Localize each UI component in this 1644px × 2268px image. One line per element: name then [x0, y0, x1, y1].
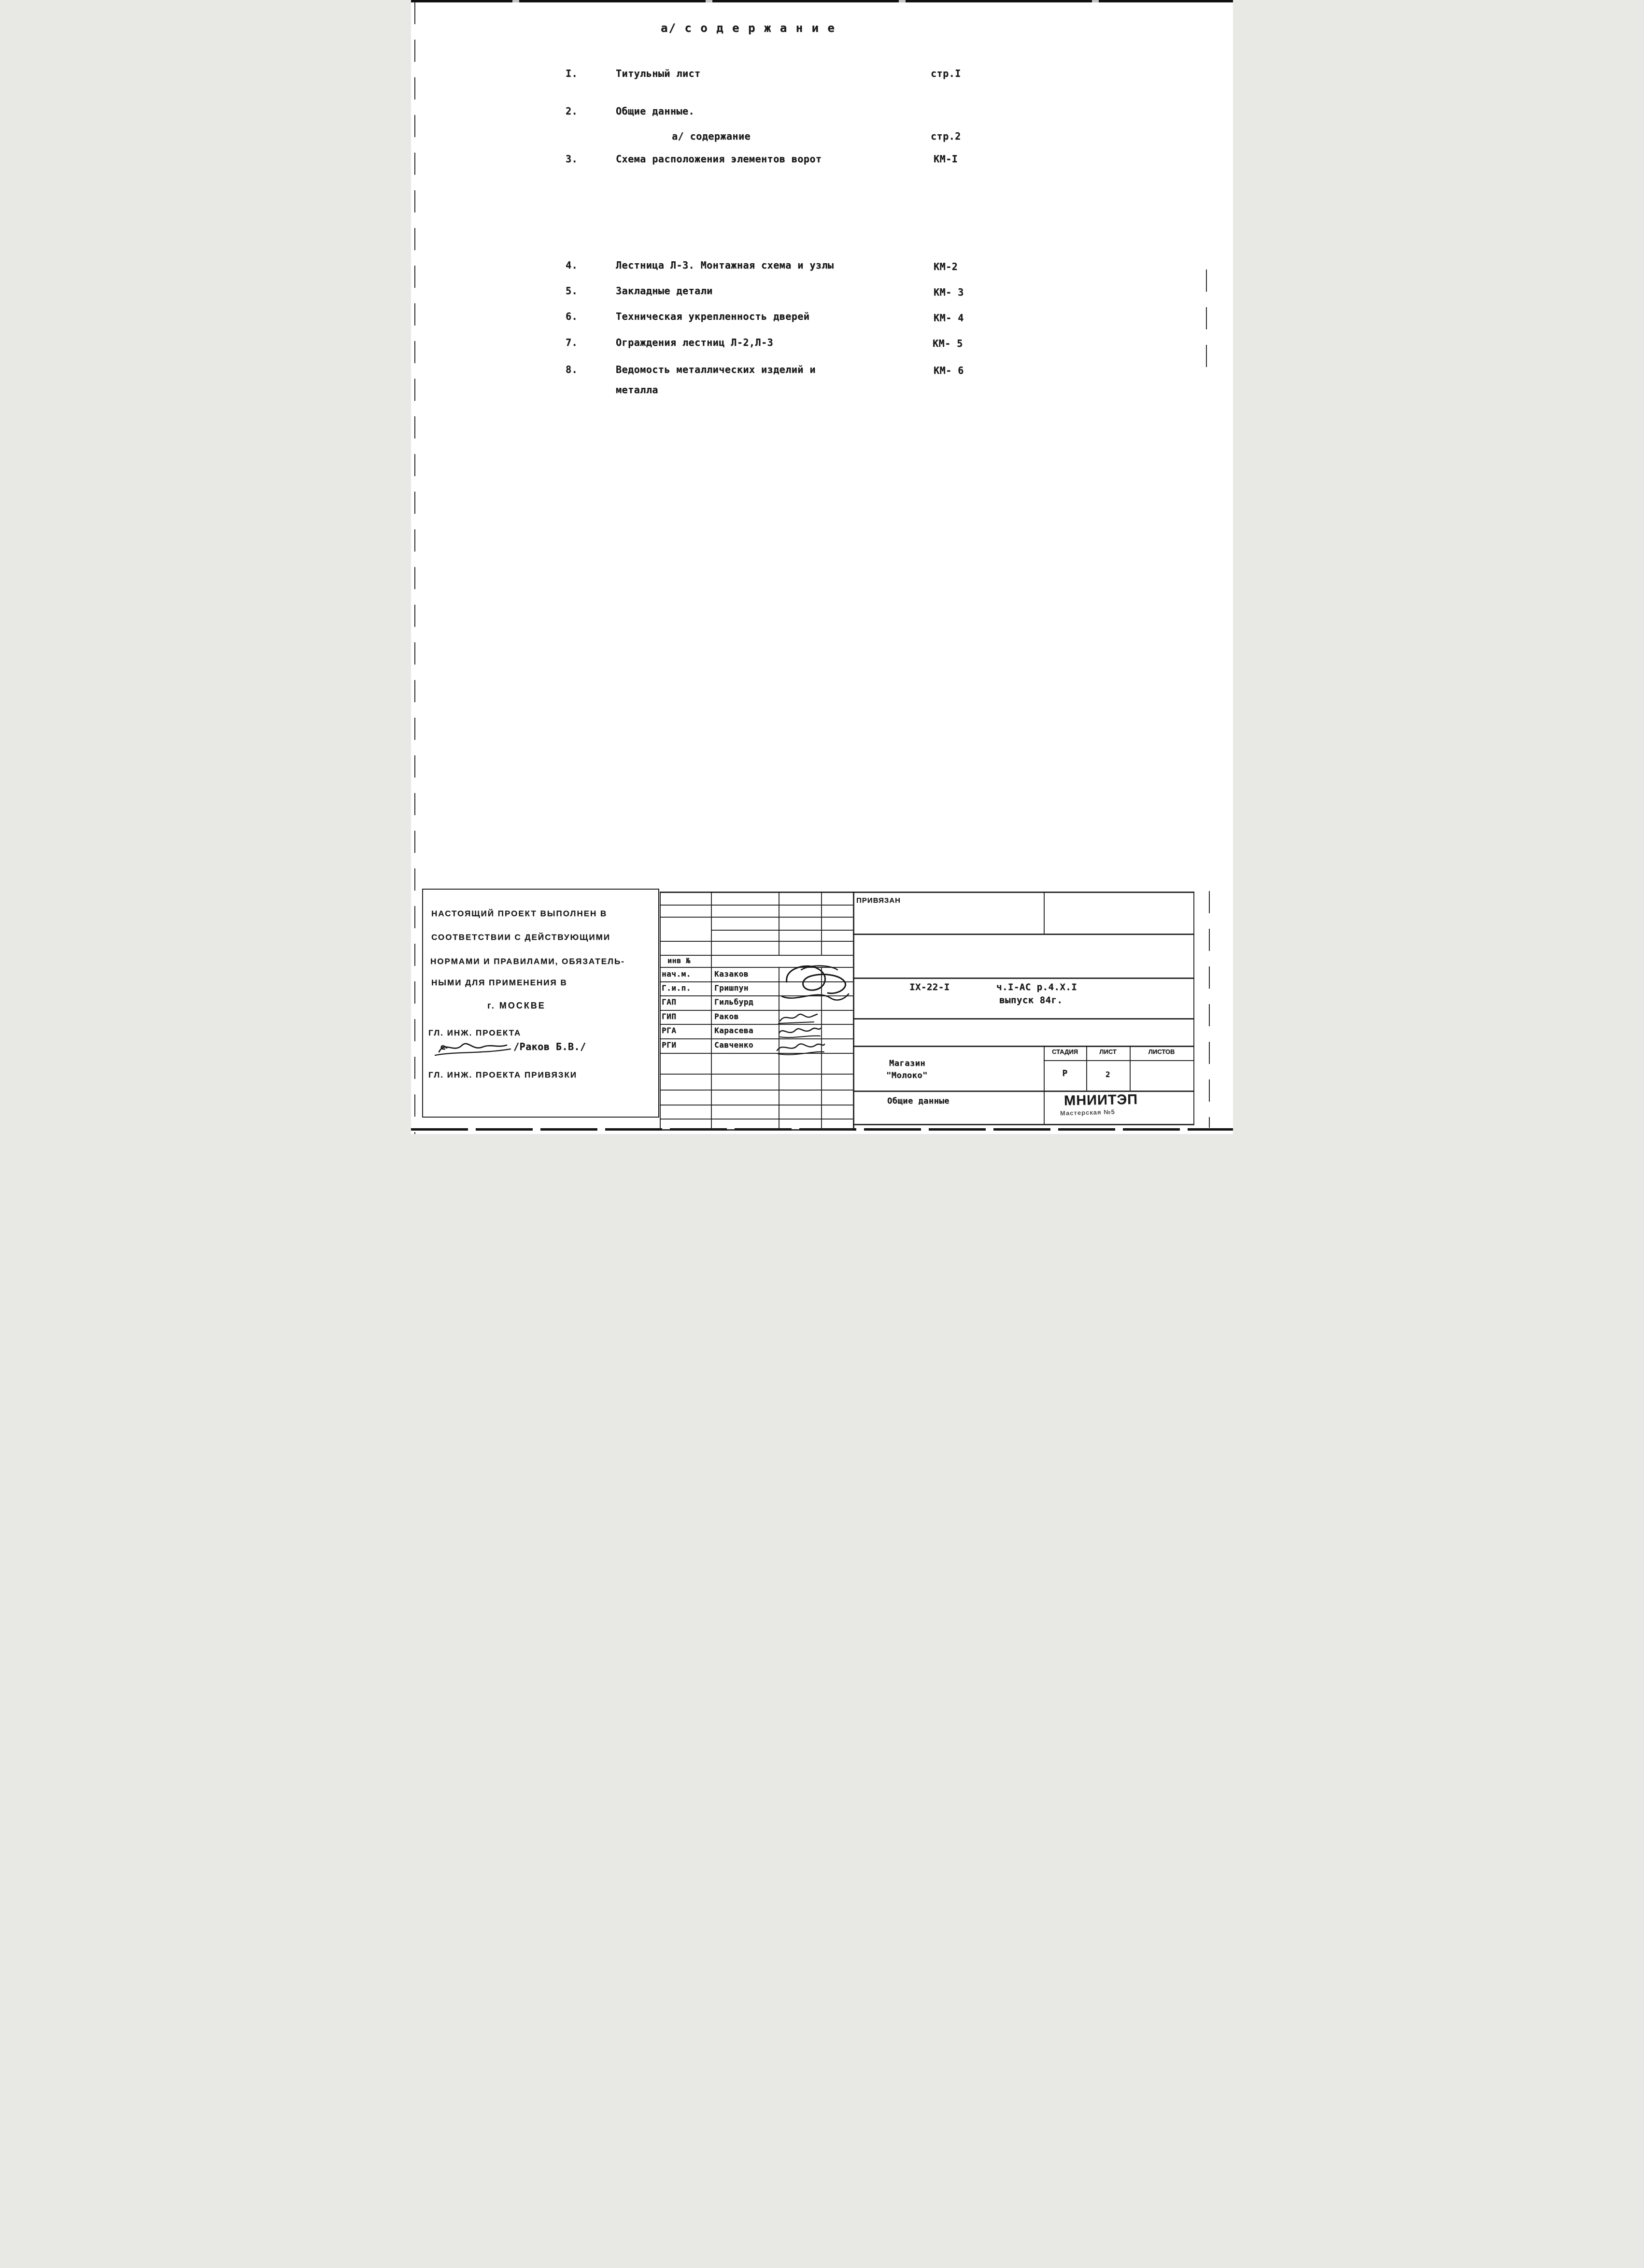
signature-scribble — [773, 1038, 826, 1055]
staff-role: Г.и.п. — [662, 983, 691, 992]
toc-ref: КМ- 5 — [933, 338, 963, 349]
grid-line — [660, 955, 853, 956]
page-right-artifact — [1206, 269, 1207, 369]
stamp-top-border — [660, 892, 1194, 893]
issue-year: выпуск 84г. — [999, 995, 1063, 1006]
grid-line — [853, 978, 1194, 979]
stage-header-sheets: ЛИСТОВ — [1148, 1048, 1175, 1055]
staff-role: ГАП — [662, 997, 677, 1006]
grid-line — [660, 1119, 853, 1120]
toc-title: Закладные детали — [616, 285, 713, 297]
toc-num: 8. — [566, 364, 578, 375]
toc-title: Ограждения лестниц Л-2,Л-3 — [616, 337, 774, 348]
grid-line — [821, 892, 822, 955]
note-line: НОРМАМИ И ПРАВИЛАМИ, ОБЯЗАТЕЛЬ- — [430, 957, 625, 966]
grid-line — [853, 1046, 1194, 1047]
signature-scribble — [776, 1010, 820, 1025]
toc-ref: КМ- 4 — [934, 312, 964, 324]
staff-role: РГИ — [662, 1040, 677, 1049]
inv-number-label: инв № — [667, 956, 691, 965]
series-code: IX-22-I — [909, 982, 950, 992]
note-line: НАСТОЯЩИЙ ПРОЕКТ ВЫПОЛНЕН В — [431, 909, 608, 918]
page-top-border — [411, 0, 1233, 2]
signature-scribble — [774, 1023, 822, 1039]
toc-title: а/ содержание — [672, 130, 751, 142]
grid-line — [1044, 1060, 1194, 1061]
binding-status: ПРИВЯЗАН — [856, 896, 901, 905]
object-name-line1: Магазин — [889, 1059, 926, 1068]
toc-ref: стр.I — [931, 68, 961, 79]
note-line: СООТВЕТСТВИИ С ДЕЙСТВУЮЩИМИ — [431, 933, 610, 942]
toc-num: 2. — [566, 105, 578, 117]
stage-value: Р — [1062, 1068, 1068, 1078]
toc-num: 5. — [566, 285, 578, 297]
city-line: г. МОСКВЕ — [487, 1001, 546, 1010]
toc-ref: КМ- 3 — [934, 286, 964, 298]
object-name-line2: "Молоко" — [886, 1071, 928, 1080]
page-right-artifact-lower — [1209, 891, 1210, 1128]
doc-part-code: ч.I-АС р.4.Х.I — [996, 982, 1077, 992]
staff-name: Карасева — [714, 1026, 754, 1035]
page-left-border — [414, 2, 415, 1134]
grid-line — [853, 934, 1194, 935]
staff-role: РГА — [662, 1026, 677, 1035]
grid-line — [853, 1091, 1194, 1092]
grid-line — [660, 1024, 853, 1025]
toc-ref: КМ-2 — [934, 261, 958, 272]
staff-name: Раков — [714, 1012, 739, 1021]
scanned-drawing-sheet — [411, 0, 1233, 1134]
toc-title: Техническая укрепленность дверей — [616, 311, 810, 322]
toc-num: I. — [566, 68, 578, 79]
binding-engineer-label: ГЛ. ИНЖ. ПРОЕКТА ПРИВЯЗКИ — [428, 1070, 577, 1079]
sheet-title: Общие данные — [887, 1096, 950, 1106]
grid-line — [660, 941, 853, 942]
workshop-name: Мастерская №5 — [1060, 1108, 1116, 1117]
grid-line — [853, 892, 854, 1129]
note-line: НЫМИ ДЛЯ ПРИМЕНЕНИЯ В — [431, 978, 567, 987]
grid-line — [660, 1105, 853, 1106]
grid-line — [660, 1129, 853, 1131]
toc-title: Титульный лист — [616, 68, 701, 79]
sheet-value: 2 — [1105, 1070, 1111, 1079]
toc-title-line2: металла — [616, 384, 658, 396]
grid-line — [660, 905, 853, 906]
stage-header-stadia: СТАДИЯ — [1051, 1048, 1078, 1055]
staff-name: Гильбурд — [714, 997, 754, 1006]
toc-num: 4. — [566, 259, 578, 271]
signature-scribble — [772, 960, 853, 1010]
staff-name: Савченко — [714, 1040, 754, 1049]
grid-line — [660, 1074, 853, 1075]
staff-name: Казаков — [714, 969, 749, 978]
grid-line — [660, 917, 853, 918]
signature-scribble — [434, 1037, 511, 1058]
stage-header-sheet: ЛИСТ — [1099, 1048, 1117, 1055]
toc-num: 7. — [566, 337, 578, 348]
toc-num: 3. — [566, 153, 578, 165]
toc-title: Схема расположения элементов ворот — [616, 153, 822, 165]
grid-line — [853, 1018, 1194, 1020]
grid-line — [1193, 892, 1194, 1124]
toc-title: Лестница Л-3. Монтажная схема и узлы — [616, 259, 834, 271]
staff-role: нач.м. — [662, 969, 691, 978]
staff-name: Гришпун — [714, 983, 749, 992]
signature-name: /Раков Б.В./ — [513, 1041, 586, 1052]
toc-num: 6. — [566, 311, 578, 322]
staff-role: ГИП — [662, 1012, 677, 1021]
toc-ref: КМ-I — [934, 153, 958, 165]
grid-line — [1044, 892, 1045, 934]
toc-ref: стр.2 — [931, 130, 961, 142]
toc-title: Общие данные. — [616, 105, 695, 117]
toc-ref: КМ- 6 — [934, 365, 964, 376]
org-name: МНИИТЭП — [1063, 1091, 1138, 1109]
grid-line — [711, 930, 853, 931]
page-title: а/ с о д е р ж а н и е — [661, 21, 836, 35]
chief-engineer-label: ГЛ. ИНЖ. ПРОЕКТА — [428, 1028, 522, 1037]
grid-line — [853, 1124, 1194, 1125]
grid-line — [660, 1090, 853, 1091]
toc-title: Ведомость металлических изделий и — [616, 364, 816, 375]
grid-line — [1044, 1046, 1045, 1124]
